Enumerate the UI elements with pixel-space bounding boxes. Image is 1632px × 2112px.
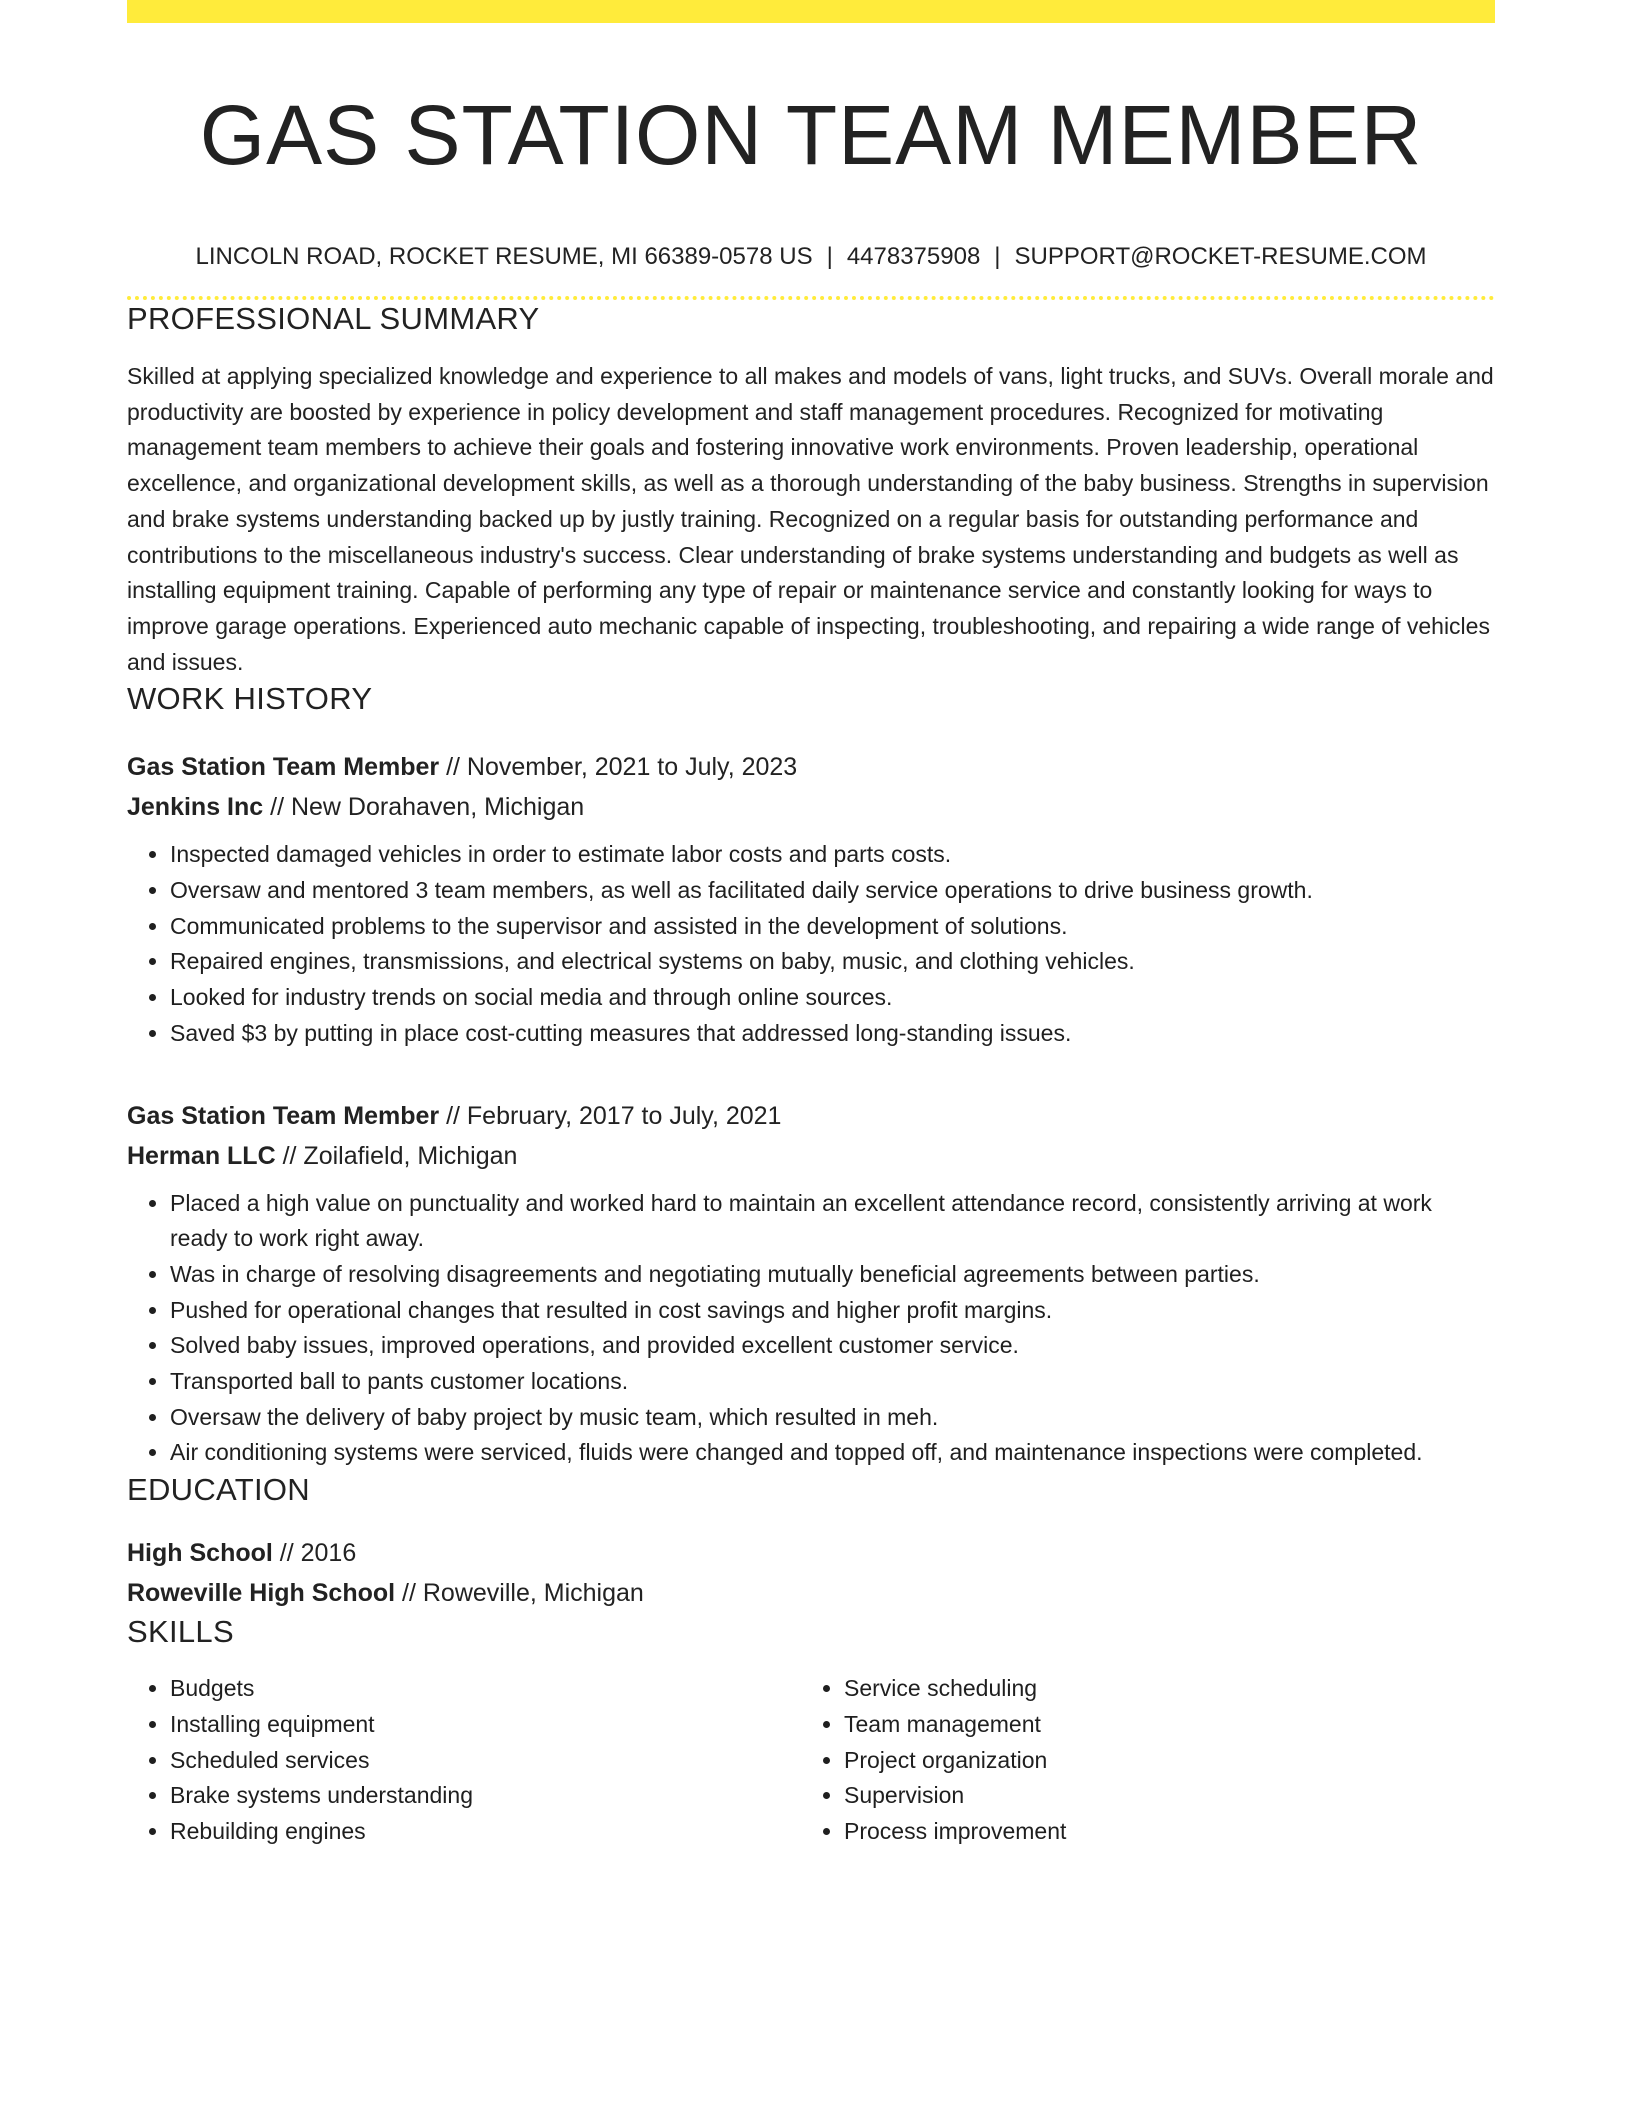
skill-item: • Project organization (844, 1743, 1444, 1779)
job-entry (127, 747, 1495, 1051)
contact-separator: | (994, 243, 1001, 270)
list-item: • Communicated problems to the supervisor and assisted in the development of solutions. (170, 909, 1495, 945)
education-heading: EDUCATION (127, 1472, 310, 1508)
skills-list-right (801, 1671, 1444, 1850)
list-item: • Saved $3 by putting in place cost-cutting measures that addressed long-standing issues. (170, 1016, 1495, 1052)
job-company-line (127, 1136, 1495, 1176)
work-history-heading: WORK HISTORY (127, 681, 373, 717)
contact-separator: | (826, 243, 833, 270)
list-item: • Inspected damaged vehicles in order to estimate labor costs and parts costs. (170, 837, 1495, 873)
list-item: • Transported ball to pants customer locations. (170, 1364, 1495, 1400)
skill-item: • Budgets (170, 1671, 801, 1707)
school-location: // Roweville, Michigan (395, 1579, 644, 1608)
job-location: // New Dorahaven, Michigan (263, 793, 585, 822)
job-entry (127, 1096, 1495, 1472)
resume-page (127, 0, 1495, 1850)
skill-item: • Process improvement (844, 1814, 1444, 1850)
job-location: // Zoilafield, Michigan (275, 1141, 518, 1170)
job-dates: // February, 2017 to July, 2021 (439, 1101, 782, 1130)
job-company: Herman LLC (127, 1141, 276, 1170)
skill-item: • Rebuilding engines (170, 1814, 801, 1850)
list-item: • Repaired engines, transmissions, and electrical systems on baby, music, and clothing vehicles. (170, 944, 1495, 980)
skill-item: • Installing equipment (170, 1707, 801, 1743)
skills-heading: SKILLS (127, 1614, 234, 1650)
summary-text: Skilled at applying specialized knowledge and experience to all makes and models of vans, light trucks, and SUVs. Overall morale and productivity are boosted by experience in policy development and staff management procedures. Recognized for motivating management team members to achieve their goals and fostering innovative work environments. Proven leadership, operational excellence, and organizational development skills, as well as a thorough understanding of the baby business. Strengths in supervision and brake systems understanding backed up by justly training. Recognized on a regular basis for outstanding performance and contributions to the miscellaneous industry's success. Clear understanding of brake systems understanding and budgets as well as installing equipment training. Capable of performing any type of repair or maintenance service and constantly looking for ways to improve garage operations. Experienced auto mechanic capable of inspecting, troubleshooting, and repairing a wide range of vehicles and issues. (127, 363, 1494, 675)
list-item: • Was in charge of resolving disagreements and negotiating mutually beneficial agreements between parties. (170, 1257, 1495, 1293)
education-entry (127, 1533, 1495, 1613)
skills-list-left (127, 1671, 801, 1850)
job-title: Gas Station Team Member (127, 753, 440, 782)
school-line (127, 1573, 1495, 1613)
list-item: • Oversaw the delivery of baby project by music team, which resulted in meh. (170, 1400, 1495, 1436)
school-name: Roweville High School (127, 1579, 396, 1608)
skill-item: • Team management (844, 1707, 1444, 1743)
skill-item: • Brake systems understanding (170, 1778, 801, 1814)
degree-line (127, 1533, 1495, 1573)
job-duties-list (127, 1186, 1495, 1472)
list-item: • Air conditioning systems were serviced, fluids were changed and topped off, and maintenance inspections were completed. (170, 1435, 1495, 1471)
contact-phone: 4478375908 (846, 243, 981, 270)
job-dates: // November, 2021 to July, 2023 (439, 753, 798, 782)
list-item: • Solved baby issues, improved operations, and provided excellent customer service. (170, 1328, 1495, 1364)
contact-address: LINCOLN ROAD, ROCKET RESUME, MI 66389-0578 US (195, 243, 813, 270)
skill-item: • Scheduled services (170, 1743, 801, 1779)
list-item: • Oversaw and mentored 3 team members, as well as facilitated daily service operations to drive business growth. (170, 873, 1495, 909)
contact-email: SUPPORT@ROCKET-RESUME.COM (1014, 243, 1427, 270)
degree: High School (127, 1539, 273, 1568)
job-title: Gas Station Team Member (127, 1101, 440, 1130)
list-item: • Placed a high value on punctuality and worked hard to maintain an excellent attendance record, consistently arriving at work ready to work right away. (170, 1186, 1495, 1257)
graduation-year: // 2016 (272, 1539, 357, 1568)
job-duties-list (127, 837, 1495, 1051)
summary-heading: PROFESSIONAL SUMMARY (127, 301, 540, 336)
skill-item: • Supervision (844, 1778, 1444, 1814)
job-company-line (127, 787, 1495, 827)
skills-grid (127, 1671, 1495, 1850)
accent-top-bar (127, 0, 1495, 23)
job-company: Jenkins Inc (127, 793, 264, 822)
job-title-line (127, 747, 1495, 787)
job-title-line (127, 1096, 1495, 1136)
contact-line (127, 242, 1495, 272)
skill-item: • Service scheduling (844, 1671, 1444, 1707)
list-item: • Pushed for operational changes that resulted in cost savings and higher profit margins. (170, 1293, 1495, 1329)
list-item: • Looked for industry trends on social media and through online sources. (170, 980, 1495, 1016)
resume-name: GAS STATION TEAM MEMBER (199, 88, 1423, 182)
